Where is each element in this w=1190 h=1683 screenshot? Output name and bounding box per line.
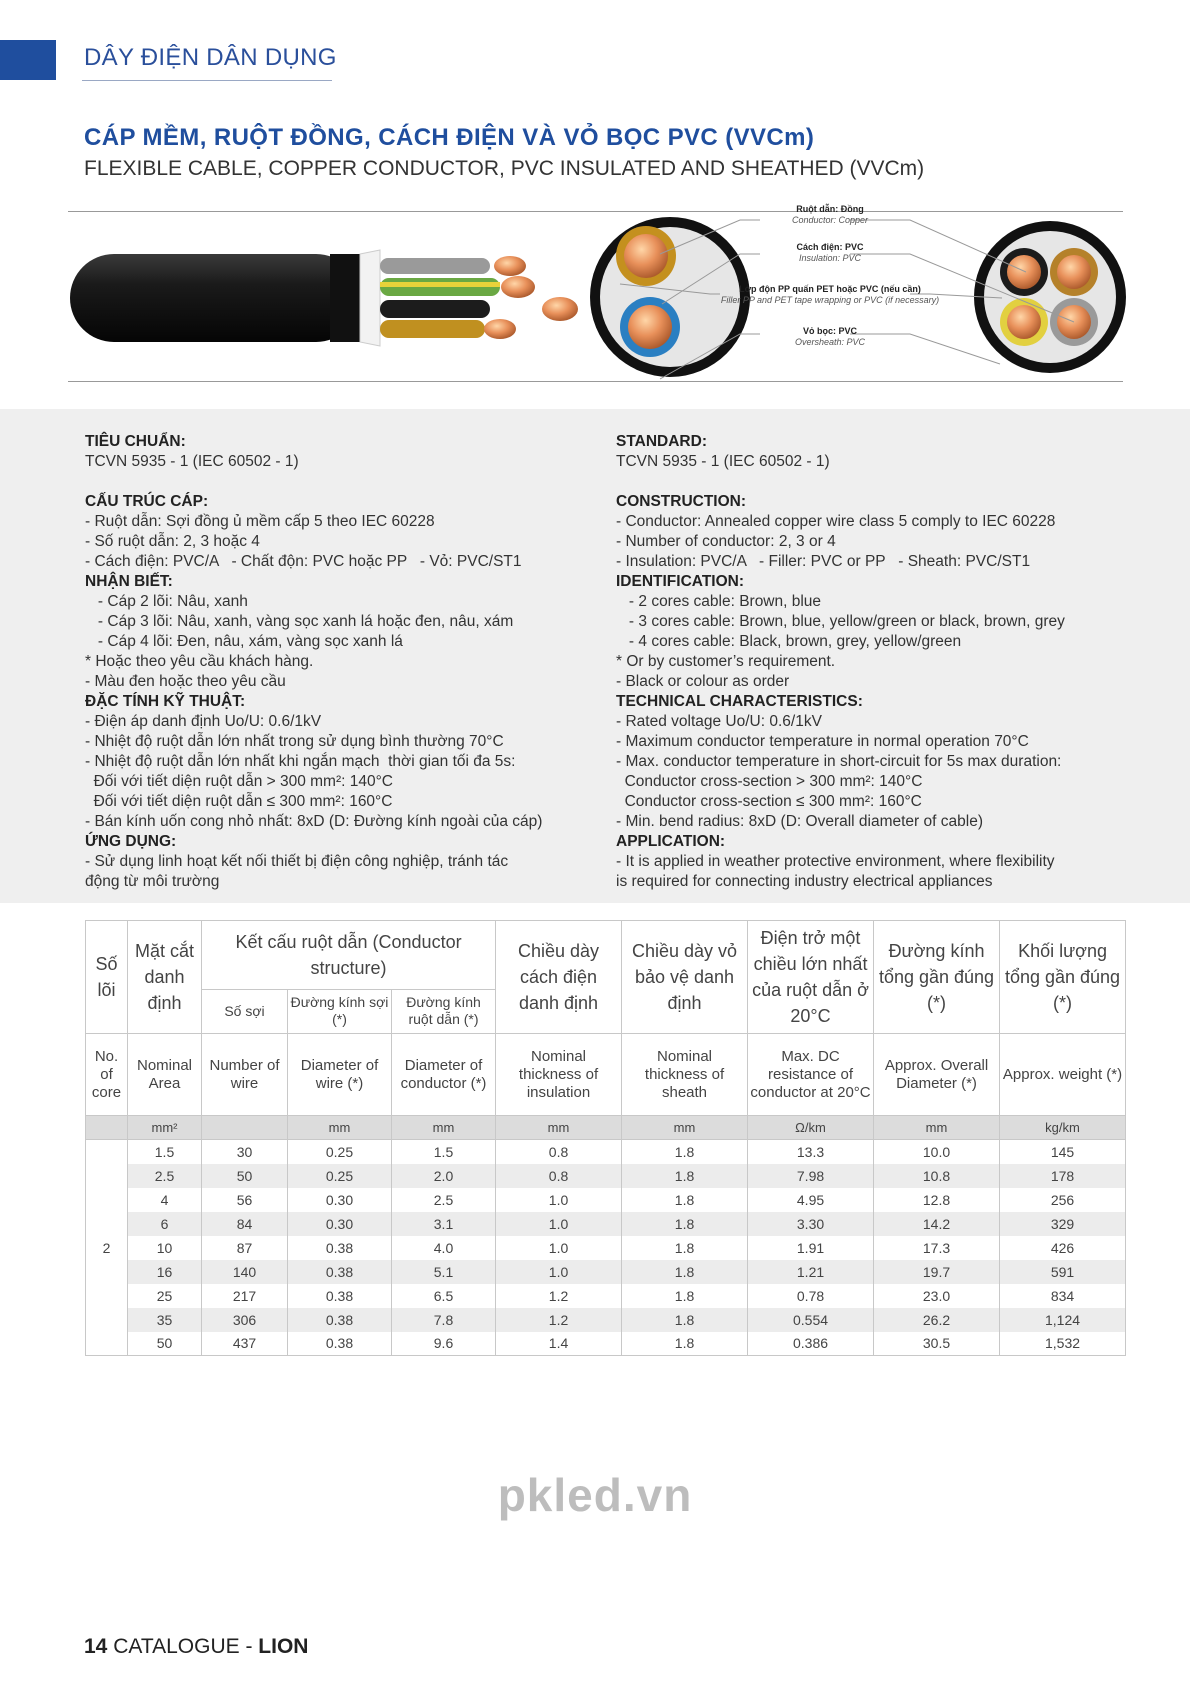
- table-row: [86, 1140, 1126, 1164]
- header-row-vn: [86, 921, 1126, 990]
- callout-filler: Lớp độn PP quấn PET hoặc PVC (nếu cần) Filler PP and PET tape wrapping or PVC (if necessary): [720, 284, 940, 305]
- table-cell: 178: [1000, 1164, 1126, 1188]
- col-wires-vn: Số sợi: [202, 989, 288, 1033]
- header-row-en: [86, 1034, 1126, 1116]
- spec-heading: TIÊU CHUẨN:: [85, 433, 186, 450]
- spec-line: - Sử dụng linh hoạt kết nối thiết bị điện công nghiệp, tránh tác: [85, 853, 509, 870]
- table-cell: 591: [1000, 1260, 1126, 1284]
- spec-line: - Nhiệt độ ruột dẫn lớn nhất trong sử dụng bình thường 70°C: [85, 733, 504, 750]
- spec-heading: CONSTRUCTION:: [616, 493, 747, 510]
- spec-line: - Số ruột dẫn: 2, 3 hoặc 4: [85, 533, 260, 550]
- table-cell: 0.30: [288, 1188, 392, 1212]
- unit-cell: [202, 1116, 288, 1140]
- table-cell: 0.25: [288, 1140, 392, 1164]
- table-cell: 217: [202, 1284, 288, 1308]
- spec-line: - Ruột dẫn: Sợi đồng ủ mềm cấp 5 theo IEC 60228: [85, 513, 435, 530]
- table-row: [86, 1188, 1126, 1212]
- table-cell: 9.6: [392, 1332, 496, 1356]
- table-cell: 4.0: [392, 1236, 496, 1260]
- spec-line: - Màu đen hoặc theo yêu cầu: [85, 673, 286, 690]
- unit-cell: Ω/km: [748, 1116, 874, 1140]
- table-cell: 4: [128, 1188, 202, 1212]
- col-resistance-vn: Điện trở một chiều lớn nhất của ruột dẫn ở 20°C: [748, 921, 874, 1034]
- table-cell: 0.554: [748, 1308, 874, 1332]
- table-cell: 1.0: [496, 1212, 622, 1236]
- spec-line: - Cáp 4 lõi: Đen, nâu, xám, vàng sọc xanh lá: [85, 633, 403, 650]
- col-overall-dia-en: Approx. Overall Diameter (*): [874, 1034, 1000, 1116]
- spec-line: - 3 cores cable: Brown, blue, yellow/green or black, brown, grey: [616, 613, 1065, 630]
- table-cell: 1,532: [1000, 1332, 1126, 1356]
- table-row: [86, 1260, 1126, 1284]
- table-cell: 1.0: [496, 1236, 622, 1260]
- table-cell: 7.8: [392, 1308, 496, 1332]
- table-row: [86, 1284, 1126, 1308]
- col-sheath-en: Nominal thickness of sheath: [622, 1034, 748, 1116]
- table-cell: 140: [202, 1260, 288, 1284]
- table-cell: 0.8: [496, 1140, 622, 1164]
- table-cell: 1.8: [622, 1164, 748, 1188]
- spec-line: [85, 472, 542, 492]
- spec-line: - 2 cores cable: Brown, blue: [616, 593, 822, 610]
- table-cell: 1.5: [128, 1140, 202, 1164]
- spec-line: - Cáp 3 lõi: Nâu, xanh, vàng sọc xanh lá hoặc đen, nâu, xám: [85, 613, 514, 630]
- table-cell: 0.38: [288, 1236, 392, 1260]
- spec-line: - Cáp 2 lõi: Nâu, xanh: [85, 593, 248, 610]
- col-cond-dia-vn: Đường kính ruột dẫn (*): [392, 989, 496, 1033]
- table-cell: 50: [202, 1164, 288, 1188]
- table-cell: 14.2: [874, 1212, 1000, 1236]
- cable-spec-table: [85, 920, 1126, 1356]
- spec-line: - Rated voltage Uo/U: 0.6/1kV: [616, 713, 822, 730]
- table-cell: 87: [202, 1236, 288, 1260]
- table-cell: 12.8: [874, 1188, 1000, 1212]
- col-cores-vn: Số lõi: [86, 921, 128, 1034]
- unit-cell: mm: [496, 1116, 622, 1140]
- table-cell: 2.5: [128, 1164, 202, 1188]
- spec-column-en: [616, 432, 1065, 892]
- table-cell: 1.0: [496, 1188, 622, 1212]
- table-cell: 25: [128, 1284, 202, 1308]
- col-sheath-vn: Chiều dày vỏ bảo vệ danh định: [622, 921, 748, 1034]
- spec-line: - Cách điện: PVC/A - Chất độn: PVC hoặc PP - Vỏ: PVC/ST1: [85, 553, 522, 570]
- table-cell: 1.8: [622, 1308, 748, 1332]
- table-cell: 0.78: [748, 1284, 874, 1308]
- table-cell: 329: [1000, 1212, 1126, 1236]
- table-cell: 30: [202, 1140, 288, 1164]
- table-cell: 437: [202, 1332, 288, 1356]
- page-number: 14: [84, 1635, 108, 1658]
- table-body: [86, 1140, 1126, 1356]
- table-cell: 3.30: [748, 1212, 874, 1236]
- table-cell: 30.5: [874, 1332, 1000, 1356]
- brand-name: LION: [258, 1635, 309, 1658]
- unit-cell: mm: [288, 1116, 392, 1140]
- table-cell: 1.8: [622, 1212, 748, 1236]
- spec-line: Đối với tiết diện ruột dẫn ≤ 300 mm²: 160°C: [85, 793, 393, 810]
- table-cell: 1.8: [622, 1284, 748, 1308]
- spec-line: - Điện áp danh định Uo/U: 0.6/1kV: [85, 713, 322, 730]
- table-cell: 50: [128, 1332, 202, 1356]
- table-cell: 426: [1000, 1236, 1126, 1260]
- table-row: [86, 1212, 1126, 1236]
- spec-line: * Hoặc theo yêu cầu khách hàng.: [85, 653, 314, 670]
- table-cell: 35: [128, 1308, 202, 1332]
- table-cell: 3.1: [392, 1212, 496, 1236]
- spec-heading: ỨNG DỤNG:: [85, 833, 177, 850]
- col-insulation-en: Nominal thickness of insulation: [496, 1034, 622, 1116]
- table-cell: 0.38: [288, 1260, 392, 1284]
- spec-heading: TECHNICAL CHARACTERISTICS:: [616, 693, 863, 710]
- table-cell: 6: [128, 1212, 202, 1236]
- callout-insulation: Cách điện: PVC Insulation: PVC: [796, 242, 864, 263]
- spec-line: * Or by customer’s requirement.: [616, 653, 836, 670]
- spec-line: - Conductor: Annealed copper wire class 5 comply to IEC 60228: [616, 513, 1056, 530]
- spec-column-vn: [85, 432, 542, 892]
- table-cell: 56: [202, 1188, 288, 1212]
- unit-cell: mm: [622, 1116, 748, 1140]
- spec-line: [616, 472, 1065, 492]
- table-cell: 1.5: [392, 1140, 496, 1164]
- spec-line: - Number of conductor: 2, 3 or 4: [616, 533, 836, 550]
- spec-heading: STANDARD:: [616, 433, 707, 450]
- table-cell: 13.3: [748, 1140, 874, 1164]
- spec-line: Conductor cross-section ≤ 300 mm²: 160°C: [616, 793, 922, 810]
- page-footer: [84, 1635, 308, 1659]
- table-cell: 2.0: [392, 1164, 496, 1188]
- units-row: [86, 1116, 1126, 1140]
- table-cell: 834: [1000, 1284, 1126, 1308]
- col-wire-dia-vn: Đường kính sợi (*): [288, 989, 392, 1033]
- table-cell: 1.4: [496, 1332, 622, 1356]
- table-cell: 1.8: [622, 1236, 748, 1260]
- table-cell: 306: [202, 1308, 288, 1332]
- table-cell: 1.21: [748, 1260, 874, 1284]
- table-cell: 0.38: [288, 1308, 392, 1332]
- spec-line: Đối với tiết diện ruột dẫn > 300 mm²: 140°C: [85, 773, 393, 790]
- table-cell: 0.38: [288, 1284, 392, 1308]
- spec-line: TCVN 5935 - 1 (IEC 60502 - 1): [616, 453, 830, 470]
- table-row: [86, 1332, 1126, 1356]
- col-cores-en: No. of core: [86, 1034, 128, 1116]
- table-cell: 0.8: [496, 1164, 622, 1188]
- col-structure-vn: Kết cấu ruột dẫn (Conductor structure): [202, 921, 496, 990]
- table-cell: 1.2: [496, 1284, 622, 1308]
- table-cell: 0.25: [288, 1164, 392, 1188]
- table-cell: 4.95: [748, 1188, 874, 1212]
- hero-bottom-rule: [68, 381, 1123, 382]
- table-cell: 16: [128, 1260, 202, 1284]
- spec-line: TCVN 5935 - 1 (IEC 60502 - 1): [85, 453, 299, 470]
- table-cell: 1.2: [496, 1308, 622, 1332]
- table-row: [86, 1308, 1126, 1332]
- catalogue-label: CATALOGUE -: [113, 1635, 253, 1658]
- hero-top-rule: [68, 211, 1123, 212]
- col-area-en: Nominal Area: [128, 1034, 202, 1116]
- product-title-en: FLEXIBLE CABLE, COPPER CONDUCTOR, PVC INSULATED AND SHEATHED (VVCm): [84, 157, 925, 180]
- table-cell: 19.7: [874, 1260, 1000, 1284]
- spec-line: động từ môi trường: [85, 873, 220, 890]
- unit-cell: kg/km: [1000, 1116, 1126, 1140]
- table-cell: 0.386: [748, 1332, 874, 1356]
- product-title-vn: CÁP MỀM, RUỘT ĐỒNG, CÁCH ĐIỆN VÀ VỎ BỌC PVC (VVCm): [84, 124, 815, 151]
- spec-line: is required for connecting industry electrical appliances: [616, 873, 993, 890]
- table-cell: 1.8: [622, 1332, 748, 1356]
- col-wire-dia-en: Diameter of wire (*): [288, 1034, 392, 1116]
- table-cell: 1.8: [622, 1140, 748, 1164]
- core-count-cell: 2: [86, 1140, 128, 1356]
- spec-heading: CẤU TRÚC CÁP:: [85, 493, 209, 510]
- table-cell: 17.3: [874, 1236, 1000, 1260]
- table-cell: 1,124: [1000, 1308, 1126, 1332]
- table-cell: 1.91: [748, 1236, 874, 1260]
- section-divider: [82, 80, 332, 81]
- spec-heading: APPLICATION:: [616, 833, 726, 850]
- col-resistance-en: Max. DC resistance of conductor at 20°C: [748, 1034, 874, 1116]
- callout-oversheath: Vỏ bọc: PVC Oversheath: PVC: [794, 326, 866, 347]
- spec-line: Conductor cross-section > 300 mm²: 140°C: [616, 773, 923, 790]
- table-cell: 84: [202, 1212, 288, 1236]
- spec-heading: IDENTIFICATION:: [616, 573, 745, 590]
- spec-line: - Insulation: PVC/A - Filler: PVC or PP - Sheath: PVC/ST1: [616, 553, 1031, 570]
- table-cell: 10.8: [874, 1164, 1000, 1188]
- unit-cell: [86, 1116, 128, 1140]
- spec-line: - Black or colour as order: [616, 673, 790, 690]
- spec-line: - Maximum conductor temperature in normal operation 70°C: [616, 733, 1029, 750]
- cable-illustration: [60, 204, 1130, 380]
- col-cond-dia-en: Diameter of conductor (*): [392, 1034, 496, 1116]
- unit-cell: mm: [392, 1116, 496, 1140]
- header-accent-bar: [0, 40, 56, 80]
- table-cell: 1.0: [496, 1260, 622, 1284]
- table-cell: 0.38: [288, 1332, 392, 1356]
- col-wires-en: Number of wire: [202, 1034, 288, 1116]
- spec-heading: NHẬN BIẾT:: [85, 573, 173, 590]
- spec-line: - It is applied in weather protective environment, where flexibility: [616, 853, 1055, 870]
- table-cell: 2.5: [392, 1188, 496, 1212]
- table-cell: 10.0: [874, 1140, 1000, 1164]
- section-title: DÂY ĐIỆN DÂN DỤNG: [84, 44, 337, 71]
- col-overall-dia-vn: Đường kính tổng gần đúng (*): [874, 921, 1000, 1034]
- table-row: [86, 1236, 1126, 1260]
- table-cell: 7.98: [748, 1164, 874, 1188]
- table-cell: 1.8: [622, 1260, 748, 1284]
- unit-cell: mm²: [128, 1116, 202, 1140]
- table-cell: 6.5: [392, 1284, 496, 1308]
- table-cell: 23.0: [874, 1284, 1000, 1308]
- spec-line: - 4 cores cable: Black, brown, grey, yellow/green: [616, 633, 962, 650]
- spec-line: - Nhiệt độ ruột dẫn lớn nhất khi ngắn mạch thời gian tối đa 5s:: [85, 753, 516, 770]
- table-row: [86, 1164, 1126, 1188]
- table-cell: 1.8: [622, 1188, 748, 1212]
- cross-section-4-core: [974, 221, 1126, 373]
- table-cell: 145: [1000, 1140, 1126, 1164]
- col-weight-vn: Khối lượng tổng gần đúng (*): [1000, 921, 1126, 1034]
- unit-cell: mm: [874, 1116, 1000, 1140]
- table-cell: 26.2: [874, 1308, 1000, 1332]
- spec-line: - Max. conductor temperature in short-circuit for 5s max duration:: [616, 753, 1062, 770]
- spec-heading: ĐẶC TÍNH KỸ THUẬT:: [85, 693, 246, 710]
- table-cell: 256: [1000, 1188, 1126, 1212]
- cable-side-view: [70, 250, 578, 346]
- table-cell: 10: [128, 1236, 202, 1260]
- col-weight-en: Approx. weight (*): [1000, 1034, 1126, 1116]
- spec-line: - Bán kính uốn cong nhỏ nhất: 8xD (D: Đường kính ngoài của cáp): [85, 813, 543, 830]
- callout-conductor: Ruột dẫn: Đồng Conductor: Copper: [791, 204, 869, 225]
- table-cell: 0.30: [288, 1212, 392, 1236]
- col-insulation-vn: Chiều dày cách điện danh định: [496, 921, 622, 1034]
- cable-diagram-svg: [60, 214, 1130, 380]
- watermark: pkled.vn: [497, 1469, 693, 1521]
- col-area-vn: Mặt cắt danh định: [128, 921, 202, 1034]
- table-cell: 5.1: [392, 1260, 496, 1284]
- spec-line: - Min. bend radius: 8xD (D: Overall diameter of cable): [616, 813, 983, 830]
